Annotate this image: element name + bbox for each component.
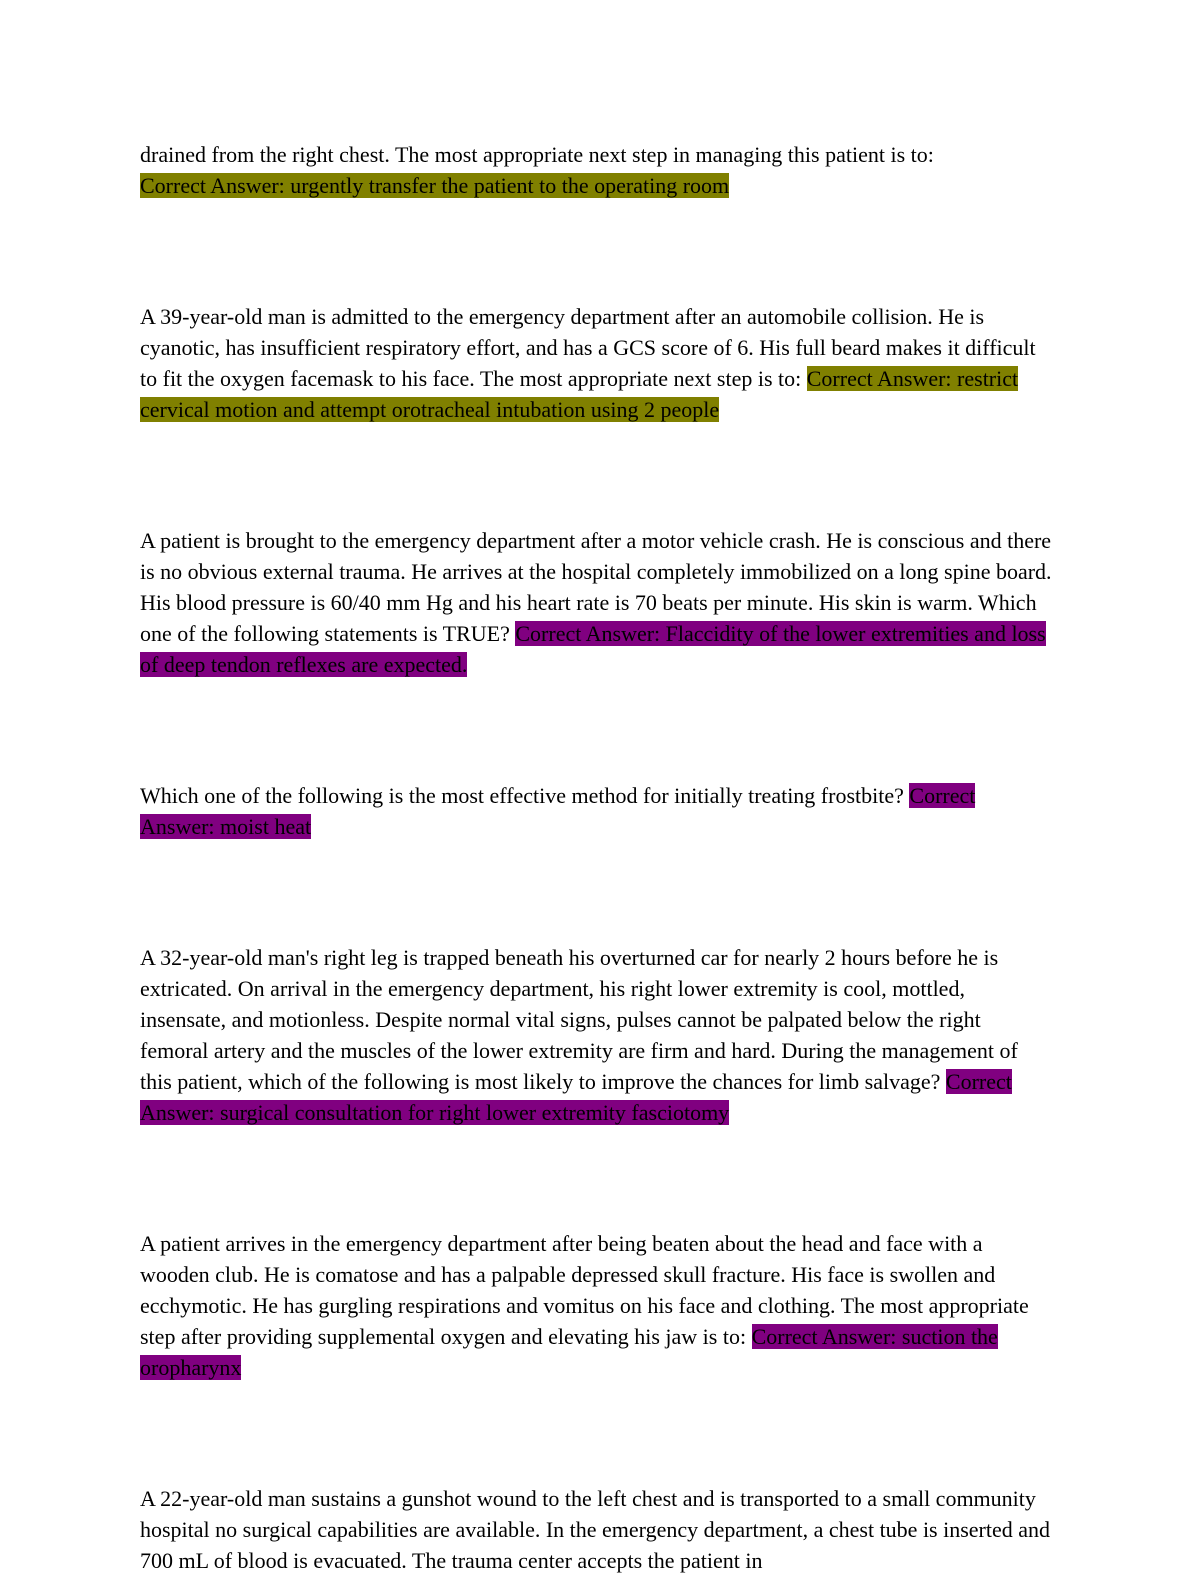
qa-item-7 — [140, 1483, 1052, 1576]
qa-item-3 — [140, 525, 1052, 680]
correct-answer: Correct Answer: moist heat — [140, 783, 976, 839]
correct-answer: Correct Answer: restrict cervical motion and attempt orotracheal intubation using 2 people — [140, 366, 1019, 422]
qa-item-5 — [140, 942, 1052, 1128]
correct-answer: Correct Answer: suction the oropharynx — [140, 1324, 998, 1380]
qa-item-1 — [140, 139, 1052, 201]
correct-answer: Correct Answer: Flaccidity of the lower extremities and loss of deep tendon reflexes are expected. — [140, 621, 1046, 677]
question-text: A 32-year-old man's right leg is trapped beneath his overturned car for nearly 2 hours before he is extricated. On arrival in the emergency department, his right lower extremity is cool, mottled, insensate, and motionless. Despite normal vital signs, pulses cannot be palpated below the right femoral artery and the muscles of the lower extremity are firm and hard. During the management of this patient, which of the following is most likely to improve the chances for limb salvage? — [140, 945, 1018, 1094]
qa-item-6 — [140, 1228, 1052, 1383]
question-text: Which one of the following is the most effective method for initially treating frostbite? — [140, 783, 904, 808]
question-text: A 22-year-old man sustains a gunshot wound to the left chest and is transported to a small community hospital no surgical capabilities are available. In the emergency department, a chest tube is inserted and 700 mL of blood is evacuated. The trauma center accepts the patient in — [140, 1486, 1051, 1573]
question-text: A patient arrives in the emergency department after being beaten about the head and face with a wooden club. He is comatose and has a palpable depressed skull fracture. His face is swollen and ecchymotic. He has gurgling respirations and vomitus on his face and clothing. The most appropriate step after providing supplemental oxygen and elevating his jaw is to: — [140, 1231, 1029, 1349]
qa-item-2 — [140, 301, 1052, 425]
document-body — [140, 139, 1052, 1576]
correct-answer: Correct Answer: urgently transfer the patient to the operating room — [140, 173, 730, 198]
question-text: A 39-year-old man is admitted to the emergency department after an automobile collision. He is cyanotic, has insufficient respiratory effort, and has a GCS score of 6. His full beard makes it difficult to fit the oxygen facemask to his face. The most appropriate next step is to: — [140, 304, 1036, 391]
question-text: drained from the right chest. The most appropriate next step in managing this patient is to: — [140, 142, 934, 167]
correct-answer: Correct Answer: surgical consultation for right lower extremity fasciotomy — [140, 1069, 1012, 1125]
question-text: A patient is brought to the emergency department after a motor vehicle crash. He is conscious and there is no obvious external trauma. He arrives at the hospital completely immobilized on a long spine board. His blood pressure is 60/40 mm Hg and his heart rate is 70 beats per minute. His skin is warm. Which one of the following statements is TRUE? — [140, 528, 1052, 646]
qa-item-4 — [140, 780, 1052, 842]
